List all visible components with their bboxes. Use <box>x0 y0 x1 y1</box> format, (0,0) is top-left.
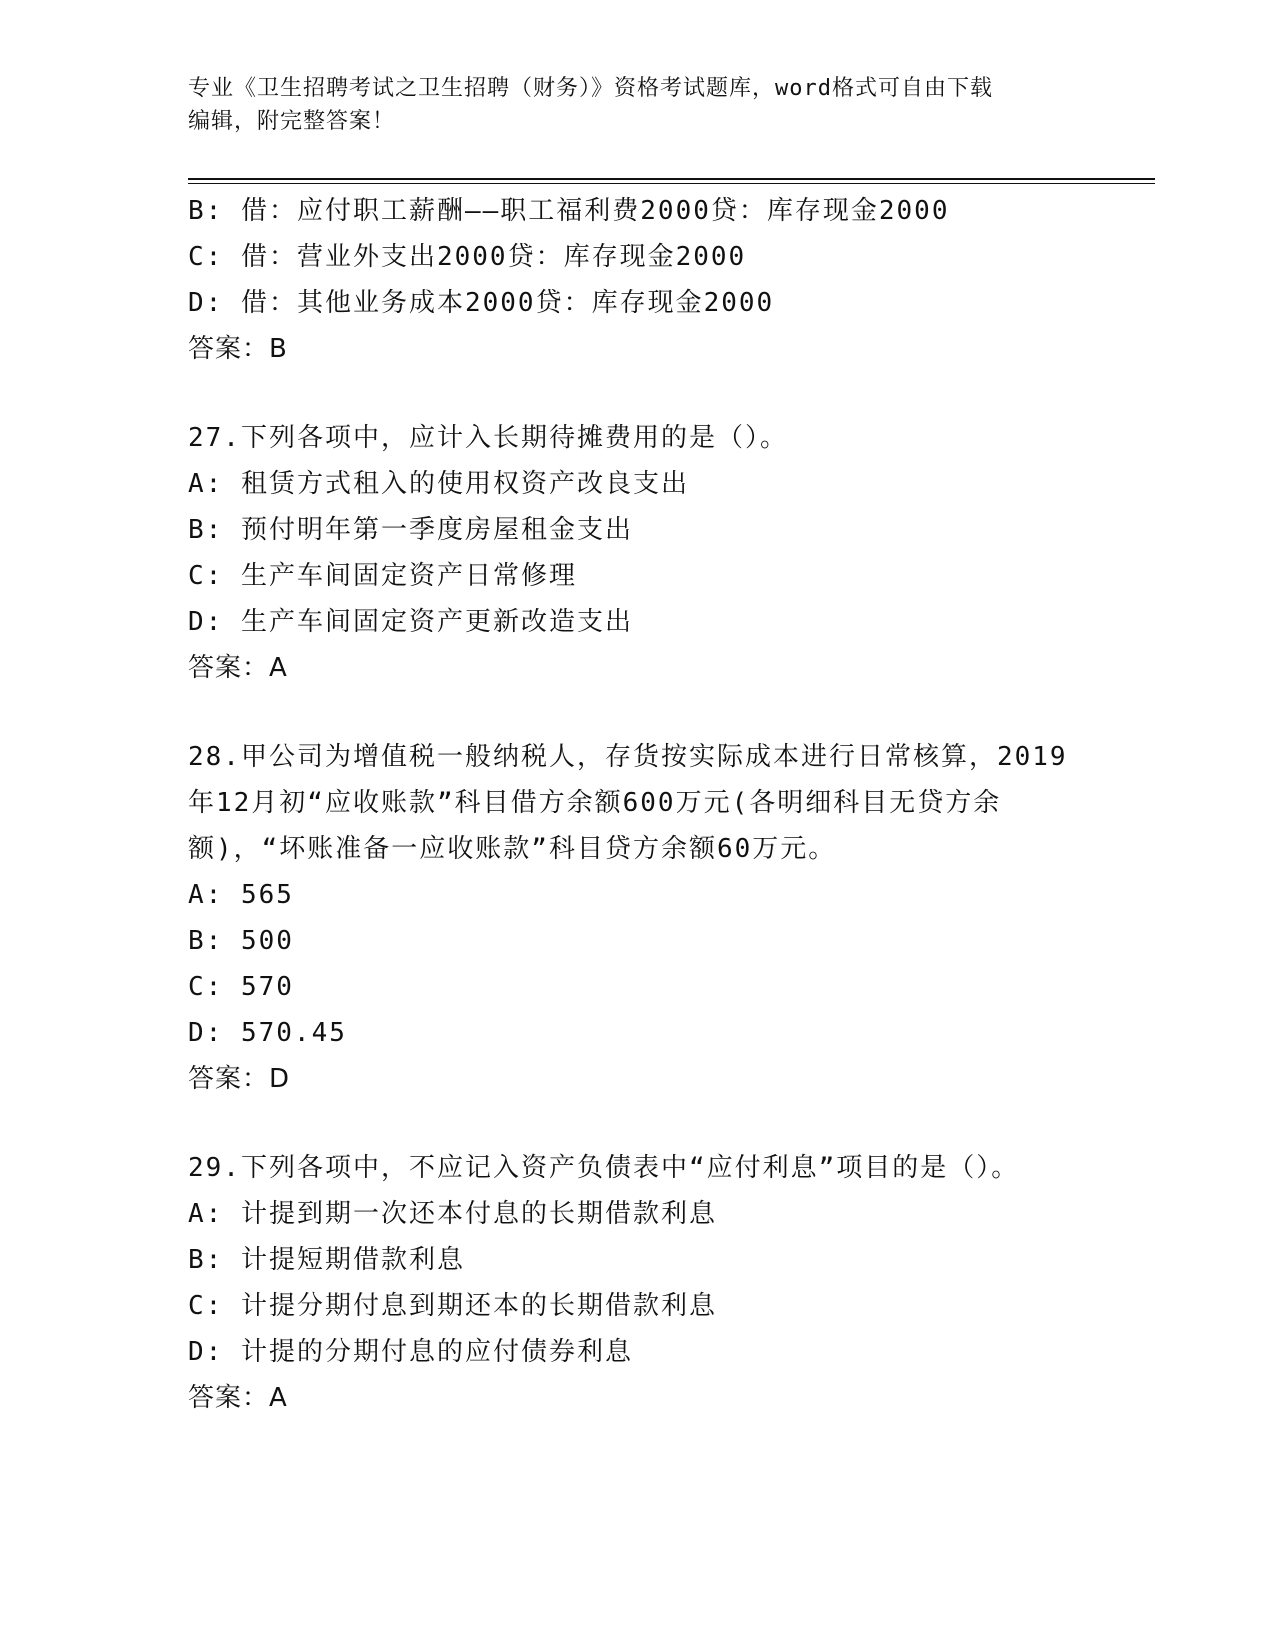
header-divider-thick <box>188 178 1155 180</box>
answer-line: 答案：D <box>188 1064 291 1094</box>
option-b: B: 计提短期借款利息 <box>188 1245 465 1275</box>
option-b: B: 500 <box>188 926 294 956</box>
question-27 <box>188 415 1088 691</box>
question-28 <box>188 734 1088 1102</box>
option-b: B: 预付明年第一季度房屋租金支出 <box>188 515 633 545</box>
question-29 <box>188 1145 1088 1421</box>
question-stem-line-3: 额)，“坏账准备一应收账款”科目贷方余额60万元。 <box>188 834 837 864</box>
question-stem-line-1: 28.甲公司为增值税一般纳税人，存货按实际成本进行日常核算，2019 <box>188 742 1068 772</box>
header-line-1: 专业《卫生招聘考试之卫生招聘（财务）》资格考试题库，word格式可自由下载 <box>188 76 993 101</box>
question-stem: 27.下列各项中，应计入长期待摊费用的是（）。 <box>188 423 788 453</box>
option-d: D: 570.45 <box>188 1018 347 1048</box>
question-stem-line-2: 年12月初“应收账款”科目借方余额600万元(各明细科目无贷方余 <box>188 788 1002 818</box>
option-d: D: 生产车间固定资产更新改造支出 <box>188 607 633 637</box>
question-26-partial <box>188 188 1088 372</box>
option-d: D: 借：其他业务成本2000贷：库存现金2000 <box>188 288 775 318</box>
question-stem: 29.下列各项中，不应记入资产负债表中“应付利息”项目的是（）。 <box>188 1153 1020 1183</box>
header-divider-thin <box>188 183 1155 184</box>
option-b: B: 借：应付职工薪酬——职工福利费2000贷：库存现金2000 <box>188 196 950 226</box>
question-list <box>188 188 1088 1421</box>
option-a: A: 租赁方式租入的使用权资产改良支出 <box>188 469 689 499</box>
answer-line: 答案：B <box>188 334 288 364</box>
option-a: A: 565 <box>188 880 294 910</box>
document-header <box>188 72 1088 138</box>
answer-line: 答案：A <box>188 653 288 683</box>
option-c: C: 计提分期付息到期还本的长期借款利息 <box>188 1291 717 1321</box>
answer-line: 答案：A <box>188 1383 288 1413</box>
option-c: C: 570 <box>188 972 294 1002</box>
option-d: D: 计提的分期付息的应付债券利息 <box>188 1337 633 1367</box>
header-line-2: 编辑，附完整答案！ <box>188 109 396 134</box>
option-a: A: 计提到期一次还本付息的长期借款利息 <box>188 1199 717 1229</box>
option-c: C: 生产车间固定资产日常修理 <box>188 561 577 591</box>
option-c: C: 借：营业外支出2000贷：库存现金2000 <box>188 242 747 272</box>
